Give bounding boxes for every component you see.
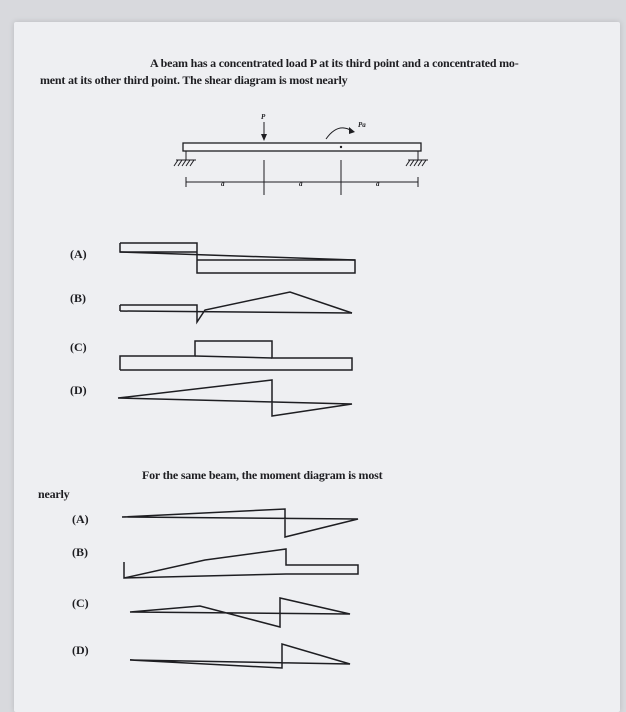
moment-label: Pa	[358, 121, 366, 129]
question-2-text-line-1: For the same beam, the moment diagram is most	[142, 468, 383, 482]
moment-option-a[interactable]: (A)	[72, 512, 89, 526]
question-2-text-line-2: nearly	[38, 487, 70, 501]
shear-diagram-a[interactable]	[120, 243, 355, 273]
shear-diagram-c[interactable]	[120, 341, 352, 370]
moment-diagram-d[interactable]	[130, 644, 350, 668]
span-label-2: a	[299, 180, 303, 188]
shear-option-c[interactable]: (C)	[70, 340, 87, 354]
right-support-icon	[406, 151, 428, 166]
moment-option-b[interactable]: (B)	[72, 545, 88, 559]
span-label-1: a	[221, 180, 225, 188]
moment-diagram-c[interactable]	[130, 598, 350, 627]
question-1-text-line-1: A beam has a concentrated load P at its third point and a concentrated mo-	[150, 56, 519, 70]
shear-option-b[interactable]: (B)	[70, 291, 86, 305]
moment-option-d[interactable]: (D)	[72, 643, 89, 657]
beam-figure	[174, 113, 428, 195]
dimension-line	[186, 160, 418, 195]
span-label-3: a	[376, 180, 380, 188]
left-support-icon	[174, 151, 196, 166]
shear-option-a[interactable]: (A)	[70, 247, 87, 261]
moment-option-c[interactable]: (C)	[72, 596, 89, 610]
shear-diagram-b[interactable]	[120, 292, 352, 322]
moment-diagram-a[interactable]	[122, 509, 358, 537]
load-label: P	[261, 113, 266, 121]
shear-option-d[interactable]: (D)	[70, 383, 87, 397]
question-1-text-line-2: ment at its other third point. The shear diagram is most nearly	[40, 73, 348, 87]
shear-diagram-d[interactable]	[118, 380, 352, 416]
beam	[183, 143, 421, 151]
moment-diagram-b[interactable]	[124, 549, 358, 578]
load-arrow-icon	[261, 122, 267, 141]
